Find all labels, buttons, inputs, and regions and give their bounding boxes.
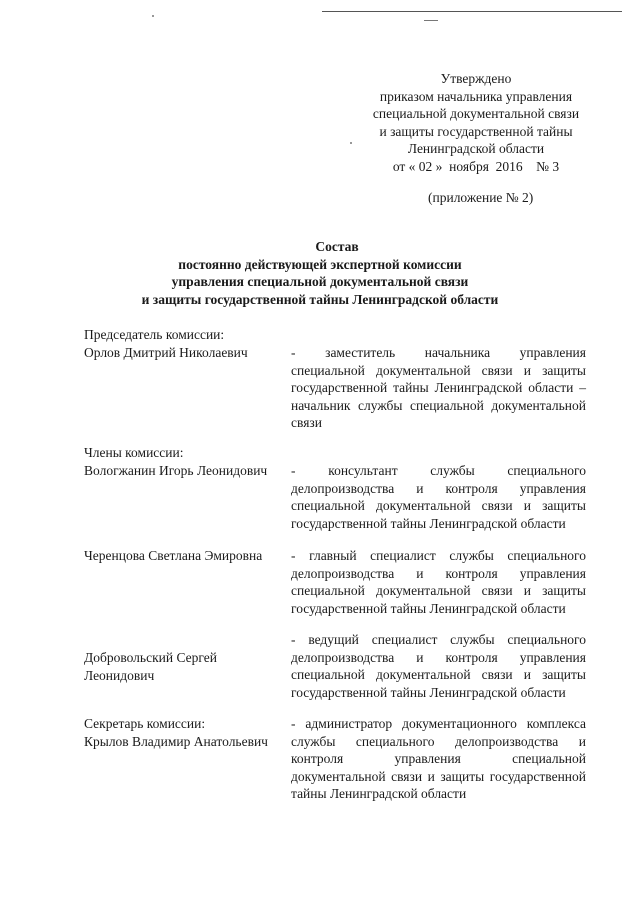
member-name: Вологжанин Игорь Леонидович xyxy=(84,463,268,478)
chairman-position xyxy=(291,344,586,432)
approval-line: Ленинградской области xyxy=(407,141,545,157)
position-line: - заместитель начальника управления xyxy=(291,345,586,360)
position-line: специальной документальной связи и защиты xyxy=(291,583,586,599)
secretary-position xyxy=(291,715,586,803)
scan-artifact-dot xyxy=(152,15,154,17)
position-line: - ведущий специалист службы специального xyxy=(291,632,586,647)
secretary-name: Крылов Владимир Анатольевич xyxy=(84,734,268,749)
position-line: документальной связи и защиты государственной xyxy=(291,768,586,784)
member-name: Добровольский Сергей xyxy=(84,650,217,665)
title-line: и защиты государственной тайны Ленинградской области xyxy=(141,291,499,307)
member-position xyxy=(291,462,586,532)
scan-artifact-dash xyxy=(424,20,438,21)
document-title xyxy=(0,238,640,308)
position-line: начальник службы специальной документальной xyxy=(291,397,586,413)
position-line: - главный специалист службы специального xyxy=(291,548,586,563)
approval-stamp-block xyxy=(356,70,596,176)
approval-line: специальной документальной связи xyxy=(372,106,580,122)
position-line: специальной документальной связи и защиты xyxy=(291,498,586,514)
chairman-name: Орлов Дмитрий Николаевич xyxy=(84,345,248,360)
member-position xyxy=(291,547,586,617)
position-line: специальной документальной связи и защиты xyxy=(291,667,586,683)
chairman-role-heading: Председатель комиссии: xyxy=(84,327,225,342)
title-line: Состав xyxy=(315,239,359,254)
position-line: связи xyxy=(291,415,322,431)
member-name-continued: Леонидович xyxy=(84,668,155,683)
position-line: государственной тайны Ленинградской области xyxy=(291,600,566,616)
position-line: государственной тайны Ленинградской области – xyxy=(291,380,586,396)
position-line: тайны Ленинградской области xyxy=(291,786,467,802)
position-line: специальной документальной связи и защиты xyxy=(291,362,586,378)
position-line: государственной тайны Ленинградской области xyxy=(291,684,566,700)
position-line: государственной тайны Ленинградской области xyxy=(291,515,566,531)
members-heading: Члены комиссии: xyxy=(84,445,184,460)
position-line: делопроизводства и контроля управления xyxy=(291,565,586,581)
approval-line: приказом начальника управления xyxy=(379,88,573,104)
approval-line: Утверждено xyxy=(440,71,512,86)
position-line: делопроизводства и контроля управления xyxy=(291,649,586,665)
member-name: Черенцова Светлана Эмировна xyxy=(84,548,263,563)
approval-order-date: от « 02 » ноября 2016 № 3 xyxy=(392,158,560,174)
title-line: управления специальной документальной связи xyxy=(171,274,469,290)
member-position xyxy=(291,631,586,701)
approval-line: и защиты государственной тайны xyxy=(379,123,573,139)
position-line: - администратор документационного комплекса xyxy=(291,716,586,731)
position-line: контроля управления специальной xyxy=(291,751,586,767)
annex-label: (приложение № 2) xyxy=(428,190,534,205)
title-line: постоянно действующей экспертной комиссии xyxy=(178,256,462,272)
secretary-role-heading: Секретарь комиссии: xyxy=(84,716,206,731)
scan-artifact-dot xyxy=(350,142,352,144)
scan-artifact-line xyxy=(322,11,622,12)
position-line: - консультант службы специального xyxy=(291,463,586,478)
position-line: службы специального делопроизводства и xyxy=(291,733,586,749)
position-line: делопроизводства и контроля управления xyxy=(291,480,586,496)
